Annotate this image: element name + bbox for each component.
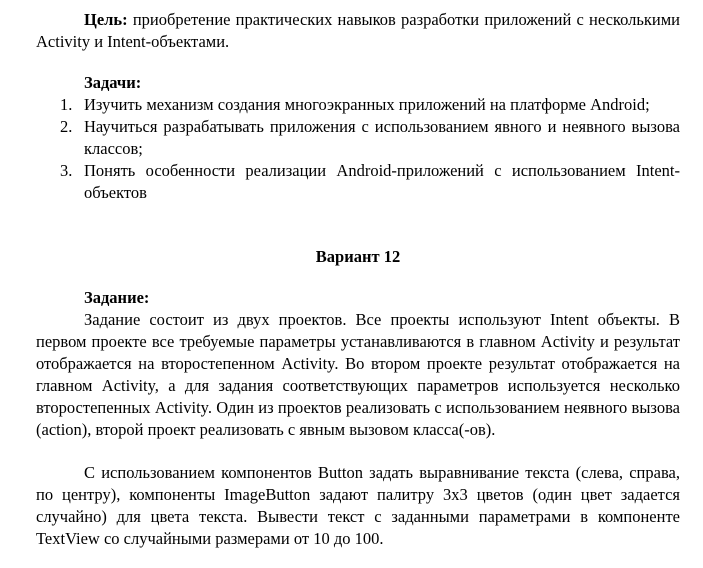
list-item-text: Изучить механизм создания многоэкранных приложений на платформе Android; [84, 95, 650, 114]
assignment-heading: Задание: [84, 288, 150, 307]
list-item-number: 1. [60, 95, 73, 114]
tasks-heading: Задачи: [84, 73, 142, 92]
list-item-text: Понять особенности реализации Android-приложений с использованием Intent-объектов [84, 161, 680, 202]
goal-label: Цель: [84, 10, 128, 29]
assignment-paragraph-2: С использованием компонентов Button задать выравнивание текста (слева, справа, по центру), компоненты ImageButton задают палитру 3х3 цветов (один цвет задается случайно) для цвета текста. Вывести текст с заданными параметрами в компоненте TextView со случайными размерами от 10 до 100. [36, 463, 680, 548]
list-item [36, 160, 680, 204]
goal-paragraph [36, 9, 680, 53]
list-item-text: Научиться разрабатывать приложения с использованием явного и неявного вызова классов; [84, 117, 680, 158]
list-item [36, 116, 680, 160]
variant-title: Вариант 12 [315, 247, 401, 266]
list-item-number: 3. [60, 161, 73, 180]
list-item-number: 2. [60, 117, 73, 136]
assignment-paragraph-1: Задание состоит из двух проектов. Все проекты используют Intent объекты. В первом проекте все требуемые параметры устанавливаются в главном Activity и результат отображается на второстепенном Activity. Во втором проекте результат отображается на главном Activity, а для задания соответствующих параметров используется несколько второстепенных Activity. Один из проектов реализовать с использованием неявного вызова (action), второй проект реализовать с явным вызовом класса(-ов). [36, 310, 680, 439]
goal-text: приобретение практических навыков разработки приложений с несколькими Activity и Intent-объектами. [36, 10, 680, 51]
tasks-list [36, 94, 680, 204]
list-item [36, 94, 680, 116]
